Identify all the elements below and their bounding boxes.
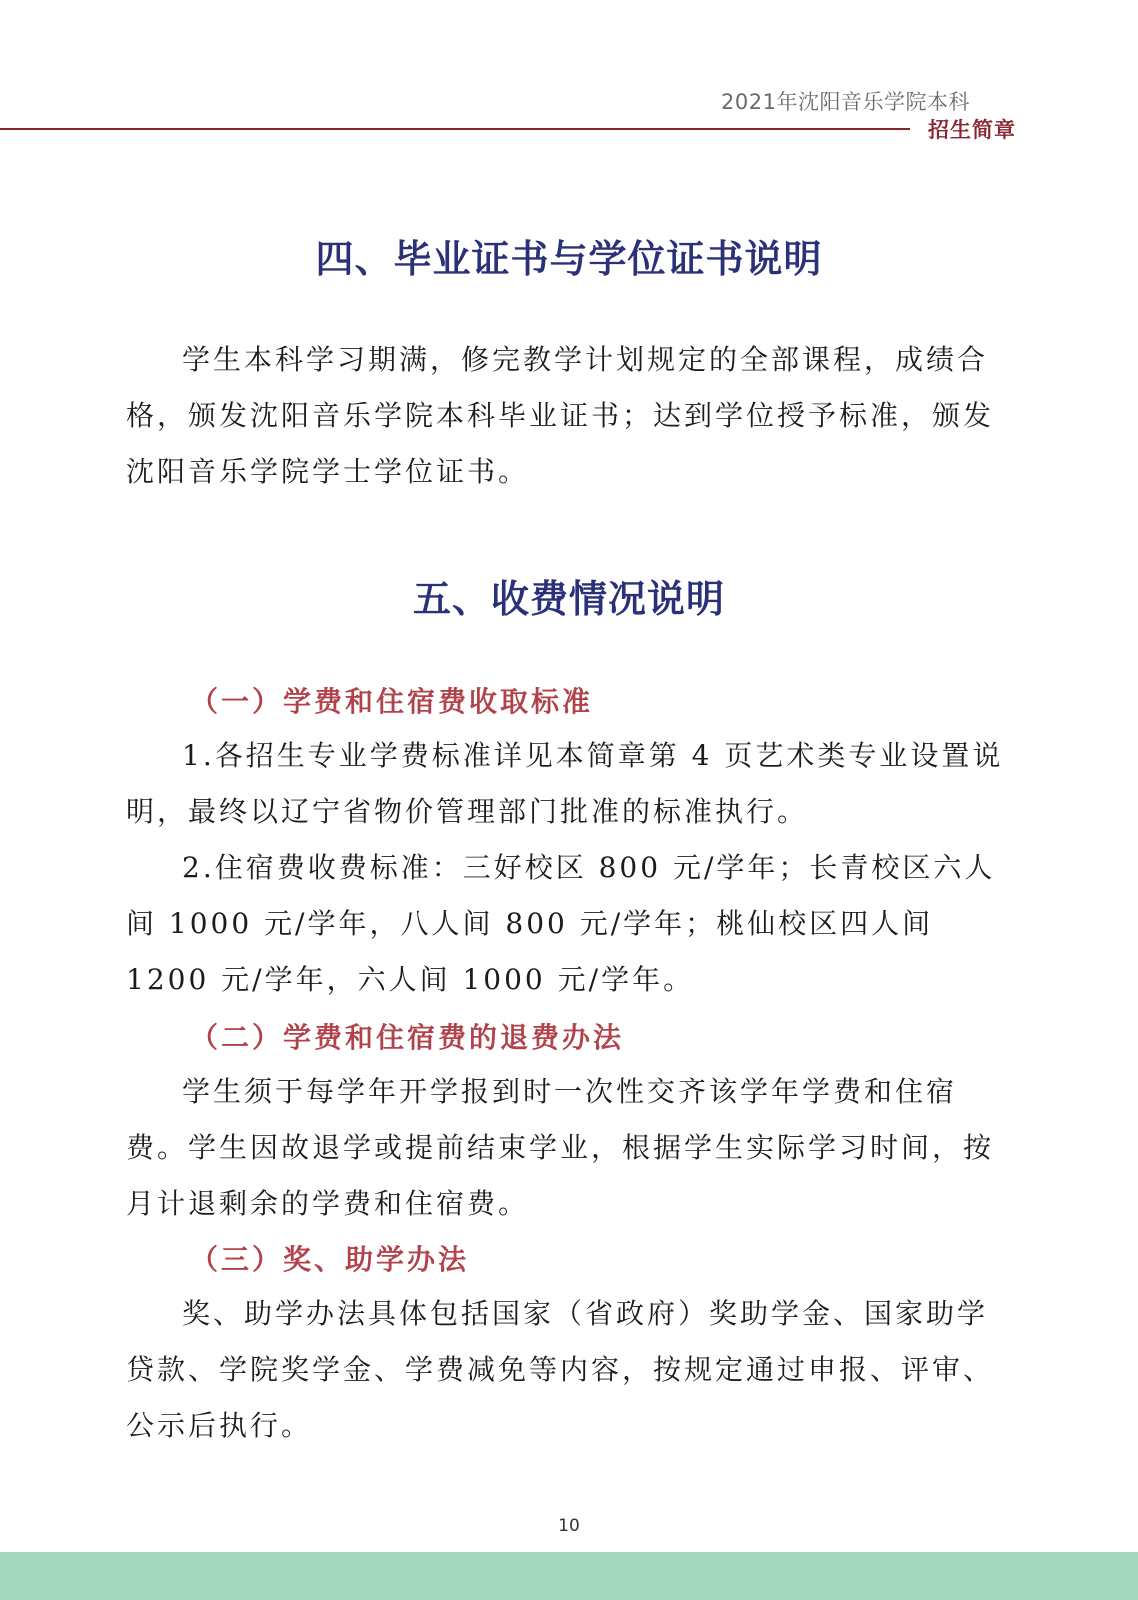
subsection-1-paragraph-1: 1.各招生专业学费标准详见本简章第 4 页艺术类专业设置说明，最终以辽宁省物价管理部门批准的标准执行。: [126, 739, 1004, 828]
subsection-1-paragraph-2: 2.住宿费收费标准：三好校区 800 元/学年；长青校区六人间 1000 元/学年，八人间 800 元/学年；桃仙校区四人间 1200 元/学年，六人间 1000 元/学年。: [126, 851, 996, 996]
header-brochure-subtitle: 招生简章: [928, 118, 1016, 142]
subsection-2-paragraph: 学生须于每学年开学报到时一次性交齐该学年学费和住宿费。学生因故退学或提前结束学业，根据学生实际学习时间，按月计退剩余的学费和住宿费。: [126, 1075, 995, 1220]
page-number: 10: [558, 1516, 580, 1536]
section-5-title: 五、收费情况说明: [412, 576, 725, 621]
subsection-3-paragraph: 奖、助学办法具体包括国家（省政府）奖助学金、国家助学贷款、学院奖学金、学费减免等内容，按规定通过申报、评审、公示后执行。: [126, 1297, 995, 1442]
subsection-1-title: （一）学费和住宿费收取标准: [190, 685, 594, 718]
section-4-title: 四、毕业证书与学位证书说明: [315, 236, 823, 281]
header-brochure-year-title: 2021年沈阳音乐学院本科: [721, 90, 970, 114]
section-4-paragraph: 学生本科学习期满，修完教学计划规定的全部课程，成绩合格，颁发沈阳音乐学院本科毕业证书；达到学位授予标准，颁发沈阳音乐学院学士学位证书。: [126, 343, 995, 488]
header-divider-line: [0, 128, 910, 130]
subsection-2-title: （二）学费和住宿费的退费办法: [190, 1021, 625, 1054]
subsection-3-title: （三）奖、助学办法: [190, 1243, 470, 1276]
footer-color-band: [0, 1552, 1138, 1600]
